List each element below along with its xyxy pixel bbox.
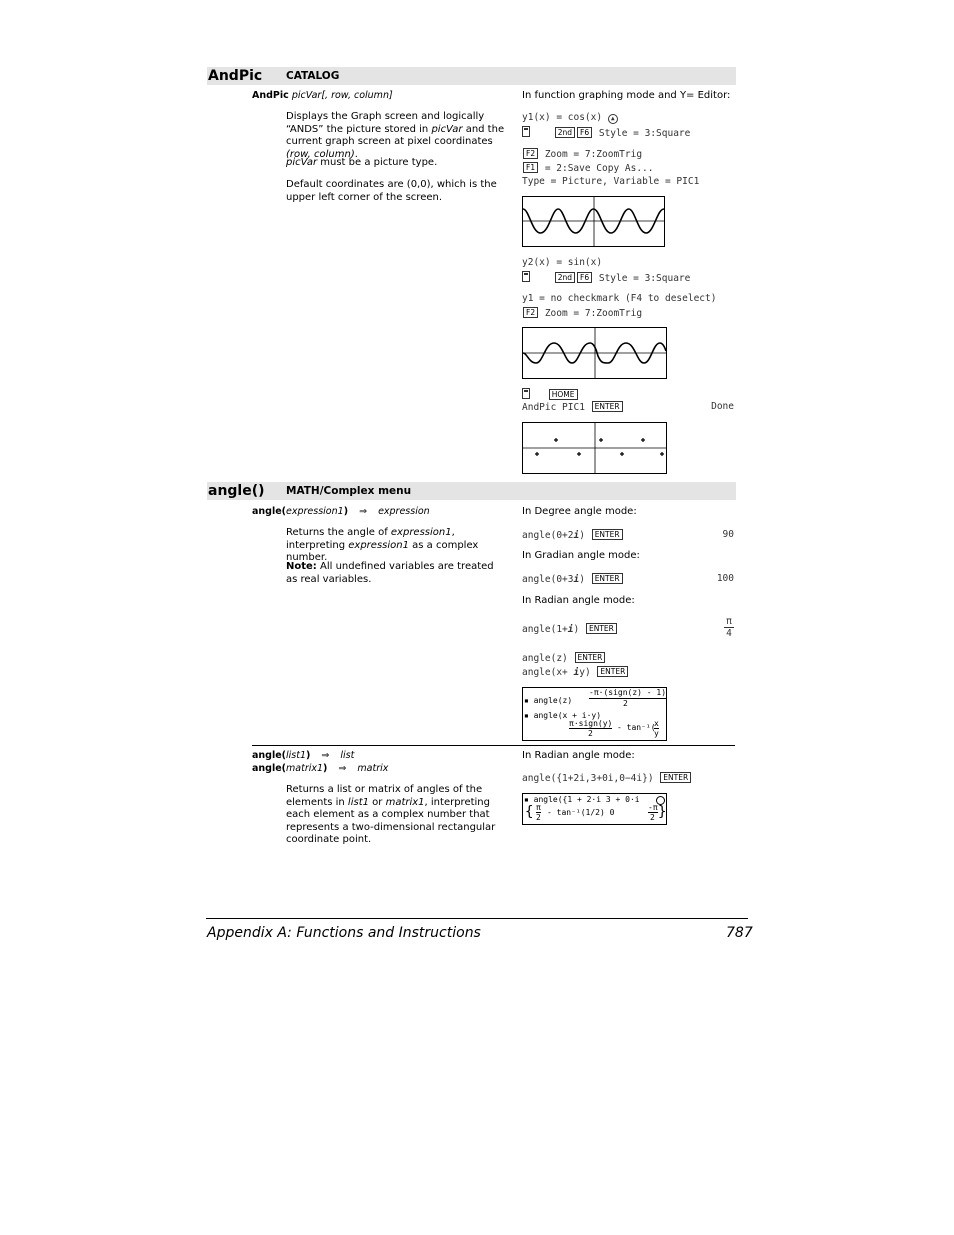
screen-result2-arctan: - tan⁻¹( bbox=[617, 723, 656, 732]
angle-degree-expr: angle(0+2 bbox=[522, 530, 574, 541]
andpic-desc1-coords: (row, column) bbox=[286, 148, 355, 160]
andpic-example-line-4 bbox=[522, 162, 654, 174]
close-brace-icon: } bbox=[658, 804, 667, 820]
andpic-desc1-text-a: Displays the Graph screen and logically “ANDS” the picture stored in bbox=[286, 111, 485, 135]
fraction-denominator: 4 bbox=[726, 628, 732, 639]
andpic-example-line-10 bbox=[522, 388, 579, 401]
andpic-desc1-var: picVar bbox=[431, 123, 463, 135]
angle-desc1-var2: expression1 bbox=[348, 539, 409, 551]
key-enter: ENTER bbox=[575, 652, 606, 663]
footer-title: Appendix A: Functions and Instructions bbox=[207, 925, 481, 941]
angle-example-list-intro: In Radian angle mode: bbox=[522, 750, 635, 761]
angle-z-expr: angle(z) bbox=[522, 653, 568, 664]
key-f1: F1 bbox=[523, 162, 538, 173]
key-enter: ENTER bbox=[660, 772, 691, 783]
angle-header-bar bbox=[207, 482, 736, 500]
key-f2: F2 bbox=[523, 307, 538, 318]
screen-list-third-numerator: -π bbox=[648, 803, 658, 812]
angle-degree-i: i bbox=[573, 530, 580, 541]
key-home: HOME bbox=[549, 389, 578, 400]
angle-syntax-3-arg: matrix1 bbox=[286, 763, 324, 774]
sin-graph bbox=[523, 328, 666, 378]
angle-gradian-i: i bbox=[573, 574, 580, 585]
angle-syntax-3 bbox=[252, 763, 388, 774]
screen-arctan-numerator: x bbox=[654, 719, 659, 728]
angle-example-degree-intro: In Degree angle mode: bbox=[522, 506, 637, 517]
up-arrow-key-icon: ▲ bbox=[608, 114, 618, 124]
screen-entry-angle-xy: ▪ angle(x + i·y) bbox=[524, 711, 602, 720]
angle-xy-expr: angle(x+ bbox=[522, 667, 574, 678]
graph-screen-and-result bbox=[522, 422, 667, 474]
screen-result2-denominator: 2 bbox=[588, 729, 593, 738]
screen-list-third-denominator: 2 bbox=[650, 813, 655, 822]
angle-syntax-1-return: expression bbox=[378, 506, 430, 517]
angle-desc2-var1: list1 bbox=[347, 796, 369, 808]
angle-note-label: Note: bbox=[286, 561, 317, 572]
angle-syntax-3-command: angle( bbox=[252, 763, 287, 774]
calculator-icon bbox=[522, 126, 530, 137]
angle-desc1-text-a: Returns the angle of bbox=[286, 527, 391, 538]
andpic-desc2-text: must be a picture type. bbox=[317, 157, 438, 168]
andpic-example-result: Done bbox=[711, 401, 734, 412]
andpic-example-line-3 bbox=[522, 148, 642, 160]
andpic-example-line-7 bbox=[522, 271, 690, 284]
angle-menu-label: MATH/Complex menu bbox=[286, 485, 412, 497]
graph-screen-cos bbox=[522, 196, 665, 247]
andpic-example-line-1-text: y1(x) = cos(x) bbox=[522, 112, 603, 123]
angle-radian-i: i bbox=[567, 624, 574, 635]
angle-xy-i: i bbox=[573, 667, 580, 678]
home-screen-angle-results bbox=[522, 687, 667, 741]
calculator-icon bbox=[522, 388, 530, 399]
andpic-desc2-var: picVar bbox=[286, 157, 318, 168]
angle-degree-close: ) bbox=[579, 530, 585, 541]
andpic-example-line-2-text: Style = 3:Square bbox=[598, 128, 691, 139]
andpic-example-line-11-text: AndPic PIC1 bbox=[522, 402, 585, 413]
key-enter: ENTER bbox=[592, 401, 623, 412]
angle-syntax-2 bbox=[252, 750, 354, 761]
andpic-example-line-6: y2(x) = sin(x) bbox=[522, 257, 603, 268]
angle-syntax-2-close: ) bbox=[306, 750, 311, 761]
andpic-example-line-11 bbox=[522, 401, 624, 413]
cos-graph bbox=[523, 197, 664, 246]
angle-desc1-var: expression1 bbox=[390, 527, 452, 538]
key-f6: F6 bbox=[577, 272, 592, 283]
key-enter: ENTER bbox=[592, 529, 623, 540]
angle-example-radian-intro: In Radian angle mode: bbox=[522, 595, 635, 606]
andpic-example-line-9-text: Zoom = 7:ZoomTrig bbox=[544, 308, 643, 319]
angle-xy-y: y bbox=[579, 667, 585, 678]
angle-description-1 bbox=[286, 527, 508, 565]
angle-note bbox=[286, 561, 508, 586]
andpic-example-line-9 bbox=[522, 307, 642, 319]
andpic-desc1-text-b: and the current graph screen at pixel coordinates bbox=[286, 123, 505, 147]
screen-entry-angle-list: ▪ angle({1 + 2·i 3 + 0·i bbox=[524, 795, 640, 804]
angle-description-2 bbox=[286, 784, 508, 847]
angle-syntax-1-arg: expression1 bbox=[286, 506, 344, 517]
calculator-icon bbox=[522, 271, 530, 282]
andpic-example-line-7-text: Style = 3:Square bbox=[598, 273, 691, 284]
screen-result2-numerator: π·sign(y) bbox=[569, 719, 613, 728]
screen-result-denominator: 2 bbox=[623, 699, 628, 708]
andpic-example-line-3-text: Zoom = 7:ZoomTrig bbox=[544, 149, 643, 160]
graph-screen-sin bbox=[522, 327, 667, 379]
angle-example-z bbox=[522, 652, 606, 664]
key-2nd: 2nd bbox=[555, 127, 575, 138]
angle-note-text: All undefined variables are treated as real variables. bbox=[286, 561, 494, 585]
angle-syntax-3-return: matrix bbox=[357, 763, 389, 774]
angle-desc1-text-b: , interpreting bbox=[286, 527, 455, 551]
angle-syntax-1-close: ) bbox=[343, 506, 349, 517]
page-number: 787 bbox=[726, 925, 753, 941]
angle-example-degree bbox=[522, 529, 624, 541]
andpic-description-2 bbox=[286, 157, 508, 170]
angle-syntax-3-close: ) bbox=[323, 763, 328, 774]
section-divider bbox=[252, 745, 735, 746]
key-enter: ENTER bbox=[592, 573, 623, 584]
key-enter: ENTER bbox=[586, 623, 617, 634]
andpic-syntax-args: picVar[, row, column] bbox=[291, 90, 393, 101]
andpic-syntax bbox=[252, 90, 393, 101]
andpic-header-bar bbox=[207, 67, 736, 85]
angle-syntax-2-arg: list1 bbox=[286, 750, 307, 761]
andpic-example-line-4-text: = 2:Save Copy As... bbox=[544, 163, 654, 174]
andpic-description-1 bbox=[286, 111, 508, 161]
angle-gradian-expr: angle(0+3 bbox=[522, 574, 574, 585]
angle-radian-close: ) bbox=[573, 624, 580, 635]
angle-syntax-1-command: angle( bbox=[252, 506, 287, 517]
open-brace-icon: { bbox=[525, 804, 534, 820]
key-f6: F6 bbox=[577, 127, 592, 138]
andpic-example-line-8: y1 = no checkmark (F4 to deselect) bbox=[522, 293, 717, 304]
screen-list-first-denominator: 2 bbox=[536, 813, 541, 822]
screen-list-second: - tan⁻¹(1/2) 0 bbox=[547, 808, 615, 817]
andpic-description-3: Default coordinates are (0,0), which is the upper left corner of the screen. bbox=[286, 179, 497, 203]
andpic-title: AndPic bbox=[208, 68, 263, 84]
angle-desc2-text-a: Returns a list or matrix of angles of the elements in bbox=[286, 784, 483, 808]
screen-list-first-numerator: π bbox=[536, 803, 541, 812]
andpic-syntax-command: AndPic bbox=[252, 90, 289, 101]
fraction-numerator: π bbox=[724, 616, 734, 628]
angle-example-radian bbox=[522, 623, 618, 635]
andpic-example-line-1 bbox=[522, 112, 618, 124]
implies-arrow-icon: ⇒ bbox=[338, 763, 347, 774]
angle-degree-result: 90 bbox=[722, 529, 734, 540]
angle-syntax-2-return: list bbox=[340, 750, 355, 761]
angle-radian-result-fraction bbox=[724, 616, 734, 640]
implies-arrow-icon: ⇒ bbox=[359, 506, 368, 517]
angle-desc2-var2: matrix1 bbox=[385, 796, 425, 808]
andpic-example-line-5: Type = Picture, Variable = PIC1 bbox=[522, 176, 700, 187]
angle-gradian-result: 100 bbox=[716, 573, 734, 584]
angle-radian-expr: angle(1+ bbox=[522, 624, 568, 635]
angle-example-xy bbox=[522, 666, 629, 678]
home-screen-angle-list-result bbox=[522, 793, 667, 825]
angle-xy-close: ) bbox=[584, 667, 591, 678]
screen-entry-angle-z: ▪ angle(z) bbox=[524, 696, 573, 705]
angle-syntax-2-command: angle( bbox=[252, 750, 287, 761]
andpic-menu-label: CATALOG bbox=[286, 70, 340, 82]
angle-desc1-text-c: as a complex number. bbox=[286, 539, 479, 563]
angle-example-list bbox=[522, 772, 692, 784]
andpic-example-line-2 bbox=[522, 126, 690, 139]
key-f2: F2 bbox=[523, 148, 538, 159]
angle-example-gradian bbox=[522, 573, 624, 585]
angle-gradian-close: ) bbox=[579, 574, 585, 585]
and-result-points bbox=[535, 438, 664, 456]
key-enter: ENTER bbox=[597, 666, 628, 677]
angle-syntax-1 bbox=[252, 506, 430, 517]
screen-arctan-denominator: y bbox=[654, 729, 659, 738]
angle-example-gradian-intro: In Gradian angle mode: bbox=[522, 550, 640, 561]
footer-rule bbox=[206, 918, 748, 919]
angle-list-expr: angle({1+2i,3+0i,0−4i}) bbox=[522, 773, 654, 784]
angle-desc2-text-b: , interpreting each element as a complex number that represents a two-dimensional rectangular coordinate point. bbox=[286, 796, 496, 845]
angle-desc2-or: or bbox=[368, 796, 386, 808]
screen-result-numerator: -π·(sign(z) - 1) bbox=[589, 688, 667, 697]
implies-arrow-icon: ⇒ bbox=[321, 750, 330, 761]
angle-title: angle() bbox=[208, 483, 265, 499]
and-result-graph bbox=[523, 423, 666, 473]
andpic-example-intro: In function graphing mode and Y= Editor: bbox=[522, 90, 731, 101]
andpic-desc1-text-c: . bbox=[354, 148, 358, 160]
key-2nd: 2nd bbox=[555, 272, 575, 283]
